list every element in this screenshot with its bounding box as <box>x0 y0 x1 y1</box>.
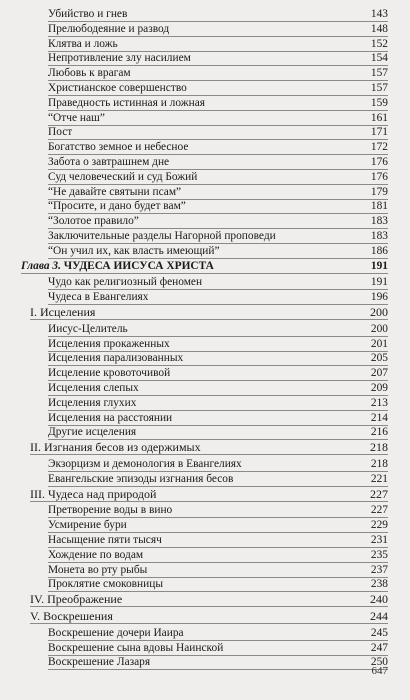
toc-entry <box>48 352 388 366</box>
entry-page: 250 <box>370 656 388 669</box>
toc-entry <box>48 112 388 126</box>
entry-page: 191 <box>370 259 388 272</box>
entry-title: Экзорцизм и демонология в Евангелиях <box>48 458 242 470</box>
entry-page: 237 <box>370 563 388 576</box>
entry-title: Усмирение бури <box>48 519 127 532</box>
entry-title: Другие исцеления <box>48 426 137 439</box>
entry-page: 176 <box>370 170 388 183</box>
toc-entry <box>48 504 388 518</box>
toc-entry <box>48 186 388 200</box>
entry-title: IV. Преображение <box>30 593 123 607</box>
section-entry <box>30 593 388 607</box>
toc-entry <box>48 245 388 259</box>
entry-page: 148 <box>370 22 388 35</box>
entry-page: 227 <box>370 486 388 501</box>
toc-entry <box>48 642 388 656</box>
entry-title: Проклятие смоковницы <box>48 578 163 591</box>
entry-title: Хождение по водам <box>48 548 144 561</box>
entry-title: “Просите, и дано будет вам” <box>48 200 186 213</box>
toc-entry <box>48 141 388 155</box>
toc-entry <box>48 82 388 96</box>
entry-title: “Отче наш” <box>48 111 105 124</box>
entry-title: Любовь к врагам <box>48 67 131 80</box>
entry-title: Исцеления на расстоянии <box>48 411 173 424</box>
entry-title: “Он учил их, как власть имеющий” <box>48 244 220 257</box>
toc-entry <box>48 156 388 170</box>
entry-page: 152 <box>370 37 388 50</box>
entry-title: Непротивление злу насилием <box>48 52 191 65</box>
entry-title: Заключительные разделы Нагорной проповеди <box>48 230 276 242</box>
entry-page: 157 <box>370 67 388 80</box>
section-entry <box>30 488 388 502</box>
entry-title: Претворение воды в вино <box>48 504 173 517</box>
entry-title: Воскрешение дочери Иаира <box>48 626 184 639</box>
entry-title: Прелюбодеяние и развод <box>48 22 170 35</box>
section-entry <box>30 441 388 455</box>
entry-title: V. Воскрешения <box>30 610 113 623</box>
page-number: 647 <box>371 665 388 677</box>
toc-entry <box>48 200 388 214</box>
entry-page: 244 <box>370 609 388 623</box>
entry-page: 240 <box>370 592 388 607</box>
entry-title: III. Чудеса над природой <box>30 487 157 501</box>
entry-title: Богатство земное и небесное <box>48 141 189 154</box>
entry-title: Чудеса в Евангелиях <box>48 291 149 304</box>
entry-title: Исцеления глухих <box>48 396 137 409</box>
entry-title: Пост <box>48 126 73 139</box>
toc-entry <box>48 67 388 81</box>
toc-entry <box>48 323 388 337</box>
toc-entry <box>48 397 388 411</box>
toc-entry <box>48 97 388 111</box>
entry-page: 181 <box>370 200 388 213</box>
entry-title: I. Исцеления <box>30 306 96 319</box>
toc-entry <box>48 458 388 472</box>
entry-page: 201 <box>370 337 388 350</box>
toc-entry <box>48 52 388 66</box>
section-entry <box>30 610 388 624</box>
entry-page: 161 <box>370 111 388 124</box>
toc-entry <box>48 338 388 352</box>
entry-page: 209 <box>370 382 388 394</box>
toc-entry <box>48 549 388 563</box>
toc-entry <box>48 23 388 37</box>
entry-page: 200 <box>370 305 388 319</box>
entry-title: “Золотое правило” <box>48 215 139 228</box>
entry-title: Исцеления парализованных <box>48 352 184 365</box>
entry-page: 216 <box>370 426 388 439</box>
entry-page: 157 <box>370 82 388 94</box>
entry-page: 238 <box>370 578 388 591</box>
entry-page: 245 <box>370 626 388 639</box>
entry-title: Убийство и гнев <box>48 8 128 20</box>
entry-page: 227 <box>370 504 388 517</box>
entry-page: 218 <box>370 440 388 455</box>
chapter-label: Глава 3. <box>21 259 64 272</box>
entry-page: 143 <box>370 8 388 20</box>
entry-page: 154 <box>370 52 388 65</box>
entry-page: 221 <box>370 472 388 485</box>
entry-page: 179 <box>370 185 388 198</box>
entry-page: 176 <box>370 156 388 168</box>
entry-page: 191 <box>370 276 388 289</box>
toc-entry <box>48 171 388 185</box>
entry-page: 213 <box>370 396 388 409</box>
toc-entry <box>48 276 388 290</box>
entry-title: Евангельские эпизоды изгнания бесов <box>48 472 234 485</box>
toc-entry <box>48 534 388 548</box>
toc-entry <box>48 382 388 396</box>
entry-page: 247 <box>370 641 388 654</box>
entry-title: Суд человеческий и суд Божий <box>48 170 198 183</box>
entry-page: 229 <box>370 519 388 532</box>
toc-entry <box>48 126 388 140</box>
toc-entry <box>48 564 388 578</box>
toc-entry <box>48 473 388 487</box>
entry-page: 207 <box>370 367 388 380</box>
toc-entry <box>48 215 388 229</box>
entry-page: 214 <box>370 411 388 424</box>
entry-page: 218 <box>370 458 388 470</box>
toc-entry <box>48 627 388 641</box>
toc-entry <box>48 426 388 440</box>
entry-title: Клятва и ложь <box>48 37 118 50</box>
entry-page: 205 <box>370 352 388 365</box>
entry-title: Исцеления слепых <box>48 382 139 394</box>
entry-title <box>21 260 214 273</box>
entry-page: 231 <box>370 534 388 546</box>
entry-page: 183 <box>370 215 388 228</box>
toc-entry <box>48 656 388 670</box>
entry-title: Монета во рту рыбы <box>48 563 148 576</box>
entry-page: 196 <box>370 291 388 304</box>
entry-title: Насыщение пяти тысяч <box>48 534 162 546</box>
entry-page: 200 <box>370 322 388 335</box>
toc-entry <box>48 412 388 426</box>
entry-title: Исцеления прокаженных <box>48 337 170 350</box>
toc-entry <box>48 230 388 244</box>
chapter-heading <box>21 260 388 274</box>
entry-title: Христианское совершенство <box>48 82 187 94</box>
entry-title: Забота о завтрашнем дне <box>48 156 170 168</box>
entry-title: Воскрешение Лазаря <box>48 656 151 669</box>
toc-entry <box>48 578 388 592</box>
entry-page: 183 <box>370 230 388 242</box>
section-entry <box>30 306 388 320</box>
entry-page: 159 <box>370 96 388 109</box>
toc-entry <box>48 38 388 52</box>
entry-page: 235 <box>370 548 388 561</box>
toc-entry <box>48 8 388 22</box>
entry-page: 171 <box>370 126 388 139</box>
entry-title: II. Изгнания бесов из одержимых <box>30 441 201 455</box>
toc-entry <box>48 519 388 533</box>
toc-entry <box>48 291 388 305</box>
entry-title: Праведность истинная и ложная <box>48 96 205 109</box>
entry-title: Воскрешение сына вдовы Наинской <box>48 641 224 654</box>
entry-page: 172 <box>370 141 388 154</box>
entry-title: Чудо как религиозный феномен <box>48 276 203 289</box>
entry-title: Исцеление кровоточивой <box>48 367 171 380</box>
entry-page: 186 <box>370 244 388 257</box>
toc-entry <box>48 367 388 381</box>
entry-title: “Не давайте святыни псам” <box>48 185 182 198</box>
chapter-title: ЧУДЕСА ИИСУСА ХРИСТА <box>63 259 214 272</box>
entry-title: Иисус-Целитель <box>48 322 128 335</box>
